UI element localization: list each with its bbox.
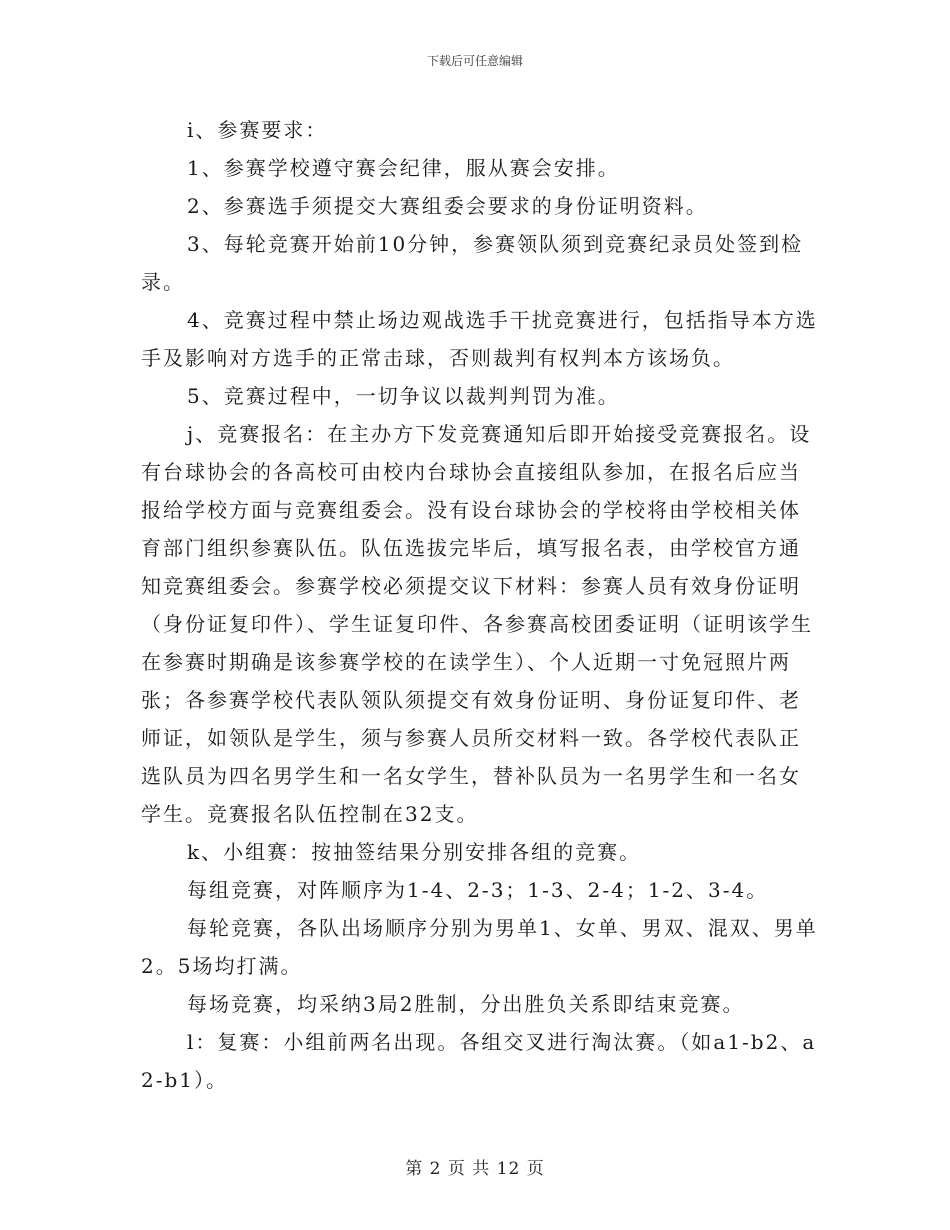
document-body: [141, 111, 821, 1099]
page-header: 下载后可任意编辑: [426, 54, 523, 68]
paragraph-round-order: 每轮竞赛，各队出场顺序分别为男单1、女单、男双、混双、男单2。5场均打满。: [141, 916, 818, 978]
paragraph-match-format: 每场竞赛，均采纳3局2胜制，分出胜负关系即结束竞赛。: [187, 992, 745, 1016]
paragraph-match-order: 每组竞赛，对阵顺序为1-4、2-3；1-3、2-4；1-2、3-4。: [187, 878, 769, 902]
paragraph-requirement-1: 1、参赛学校遵守赛会纪律，服从赛会安排。: [187, 156, 620, 180]
paragraph-requirement-4: 4、竞赛过程中禁止场边观战选手干扰竞赛进行，包括指导本方选手及影响对方选手的正常击球，否则裁判有权判本方该场负。: [141, 308, 818, 370]
paragraph-requirements-heading: i、参赛要求：: [187, 118, 328, 142]
paragraph-second-round: l：复赛：小组前两名出现。各组交叉进行淘汰赛。（如a1-b2、a2-b1）。: [141, 1030, 817, 1092]
paragraph-requirement-2: 2、参赛选手须提交大赛组委会要求的身份证明资料。: [187, 194, 708, 218]
paragraph-requirement-5: 5、竞赛过程中，一切争议以裁判判罚为准。: [187, 384, 620, 408]
page-number: 第 2 页 共 12 页: [405, 1159, 545, 1179]
paragraph-registration: j、竞赛报名：在主办方下发竞赛通知后即开始接受竞赛报名。设有台球协会的各高校可由校内台球协会直接组队参加，在报名后应当报给学校方面与竞赛组委会。没有设台球协会的学校将由学校相关体育部门组织参赛队伍。队伍选拔完毕后，填写报名表，由学校官方通知竞赛组委会。参赛学校必须提交议下材料：参赛人员有效身份证明（身份证复印件）、学生证复印件、各参赛高校团委证明（证明该学生在参赛时期确是该参赛学校的在读学生）、个人近期一寸免冠照片两张；各参赛学校代表队领队须提交有效身份证明、身份证复印件、老师证，如领队是学生，须与参赛人员所交材料一致。各学校代表队正选队员为四名男学生和一名女学生，替补队员为一名男学生和一名女学生。竞赛报名队伍控制在32支。: [141, 422, 813, 826]
paragraph-requirement-3: 3、每轮竞赛开始前10分钟，参赛领队须到竞赛纪录员处签到检录。: [141, 232, 804, 294]
paragraph-group-stage: k、小组赛：按抽签结果分别安排各组的竞赛。: [187, 840, 642, 864]
